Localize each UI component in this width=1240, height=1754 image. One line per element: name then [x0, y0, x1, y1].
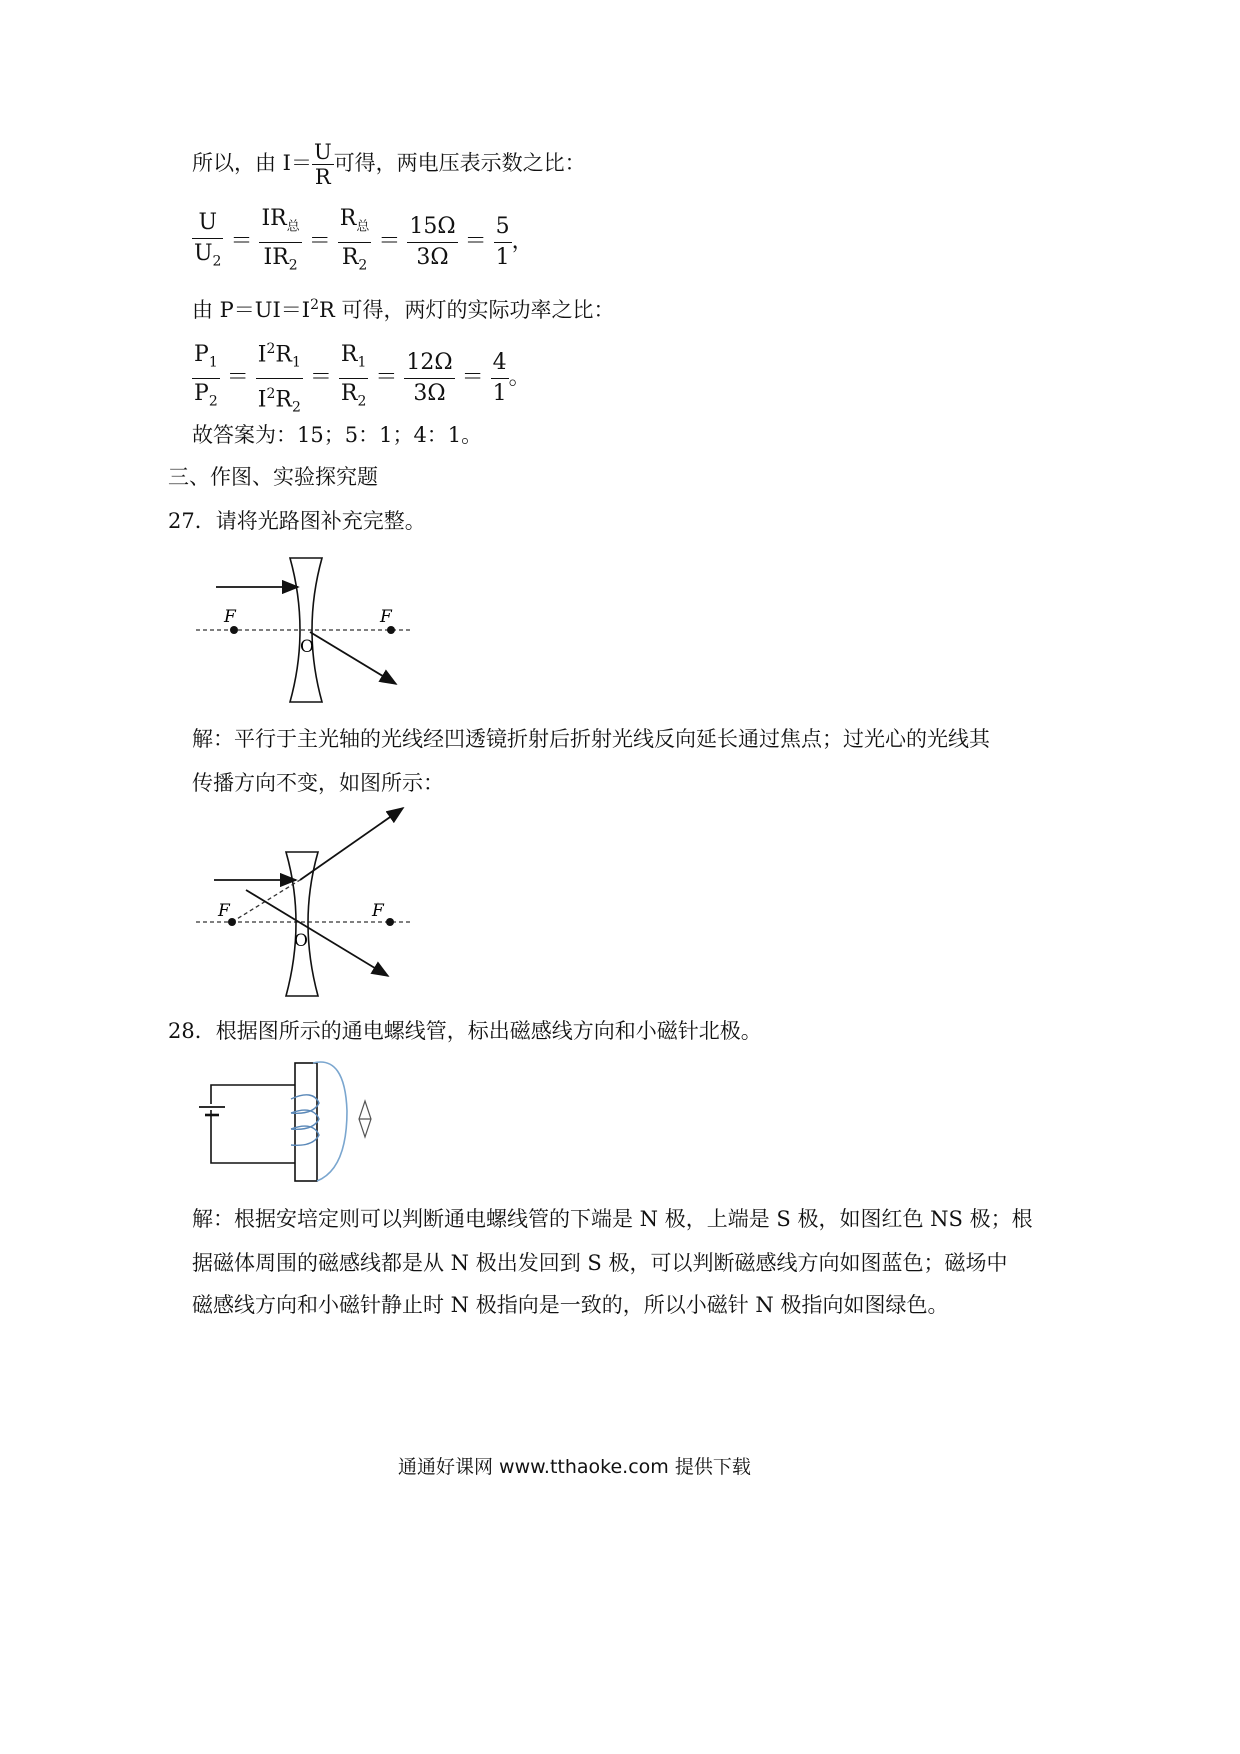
concave-lens-figure-question: [190, 550, 420, 710]
focus-left-dot: [230, 626, 238, 634]
refracted-ray: [300, 808, 403, 880]
section-heading: 三、作图、实验探究题: [168, 465, 378, 489]
eq2-f2-den: $I^2R_2$: [256, 378, 303, 423]
line1-prefix: 所以，由 I＝: [192, 151, 312, 175]
eq2-frac-5: [491, 348, 509, 409]
question-28: 28．根据图所示的通电螺线管，标出磁感线方向和小磁针北极。: [168, 1019, 762, 1043]
optical-center-label: O: [300, 637, 314, 657]
eq2-f3-den: $R_2$: [339, 378, 369, 416]
eq2-frac-3: [339, 340, 369, 416]
eq1-f5-den: 1: [494, 242, 512, 273]
eq1-frac-3: [338, 204, 372, 281]
solution-27-line2: 传播方向不变，如图所示：: [192, 771, 444, 795]
equals-sign: ＝: [308, 229, 331, 255]
eq2-tail: 。: [508, 365, 531, 391]
compass-needle: [359, 1101, 371, 1137]
focus-right-dot: [387, 626, 395, 634]
answer-line: 故答案为：15；5：1；4：1。: [192, 423, 483, 447]
eq1-f1-den: $U_2$: [192, 238, 223, 276]
eq2-f1-num: $P_1$: [194, 342, 218, 371]
focus-right-label: F: [372, 901, 384, 921]
equals-sign: ＝: [226, 365, 249, 391]
solution-28-line3: 磁感线方向和小磁针静止时 N 极指向是一致的，所以小磁针 N 极指向如图绿色。: [192, 1293, 949, 1317]
eq1-f2-num: $IR_总$: [261, 206, 300, 235]
voltage-ratio-equation: [192, 204, 534, 281]
eq1-f3-num: $R_总$: [339, 206, 370, 235]
equals-sign: ＝: [464, 229, 487, 255]
equals-sign: ＝: [375, 365, 398, 391]
formula-line-ohm: [192, 140, 586, 189]
optical-center-label: O: [294, 931, 308, 951]
eq1-frac-5: [494, 212, 512, 273]
equals-sign: ＝: [230, 229, 253, 255]
eq1-frac-4: [407, 212, 457, 273]
line1-suffix: 可得，两电压表示数之比：: [333, 151, 586, 175]
eq1-f4-den: 3Ω: [407, 242, 457, 273]
solenoid-core: [295, 1063, 317, 1181]
eq1-frac-1: [192, 208, 223, 276]
eq1-f2-den: $IR_2$: [259, 242, 301, 280]
equals-sign: ＝: [378, 229, 401, 255]
eq2-f1-den: $P_2$: [192, 378, 220, 416]
eq2-frac-1: [192, 340, 220, 416]
concave-lens-figure-solution: [190, 800, 420, 1000]
eq2-f4-den: 3Ω: [404, 378, 454, 409]
solution-28-line1: 解：根据安培定则可以判断通电螺线管的下端是 N 极，上端是 S 极，如图红色 NS 极；根: [192, 1207, 1033, 1231]
eq1-f1-num: U: [198, 210, 217, 236]
eq1-f3-den: $R_2$: [338, 242, 372, 280]
eq2-f2-num: $I^2R_1$: [257, 341, 301, 371]
equals-sign: ＝: [309, 365, 332, 391]
solution-28-line2: 据磁体周围的磁感线都是从 N 极出发回到 S 极，可以判断磁感线方向如图蓝色；磁场中: [192, 1251, 1008, 1275]
eq2-frac-4: [404, 348, 454, 409]
eq1-f4-num: 15Ω: [409, 213, 456, 239]
frac-num: U: [313, 140, 332, 164]
center-ray: [246, 890, 388, 976]
formula-line-power: [192, 290, 615, 325]
line2-sup: 2: [310, 297, 320, 313]
question-27: 27．请将光路图补充完整。: [168, 509, 426, 533]
focus-right-dot: [386, 918, 394, 926]
line2-prefix: 由 P＝UI＝I: [192, 298, 311, 322]
eq1-tail: ，: [511, 229, 534, 255]
circuit-wire: [211, 1085, 295, 1163]
eq2-frac-2: [256, 334, 303, 422]
eq2-f3-num: $R_1$: [340, 342, 367, 371]
eq2-f5-den: 1: [491, 378, 509, 409]
equals-sign: ＝: [461, 365, 484, 391]
focus-left-label: F: [224, 607, 236, 627]
power-ratio-equation: [192, 334, 531, 422]
solution-27-line1: 解：平行于主光轴的光线经凹透镜折射后折射光线反向延长通过焦点；过光心的光线其: [192, 727, 990, 751]
page-footer: 通通好课网 www.tthaoke.com 提供下载: [398, 1456, 751, 1478]
center-ray: [310, 632, 396, 684]
eq2-f5-num: 4: [492, 349, 507, 375]
solenoid-figure: [195, 1055, 395, 1185]
focus-left-label: F: [218, 901, 230, 921]
eq1-f5-num: 5: [495, 213, 510, 239]
ohm-fraction: [312, 140, 334, 189]
eq1-frac-2: [259, 204, 301, 281]
eq2-f4-num: 12Ω: [406, 349, 453, 375]
frac-den: R: [312, 164, 334, 189]
focus-right-label: F: [380, 607, 392, 627]
line2-suffix: R 可得，两灯的实际功率之比：: [319, 298, 615, 322]
